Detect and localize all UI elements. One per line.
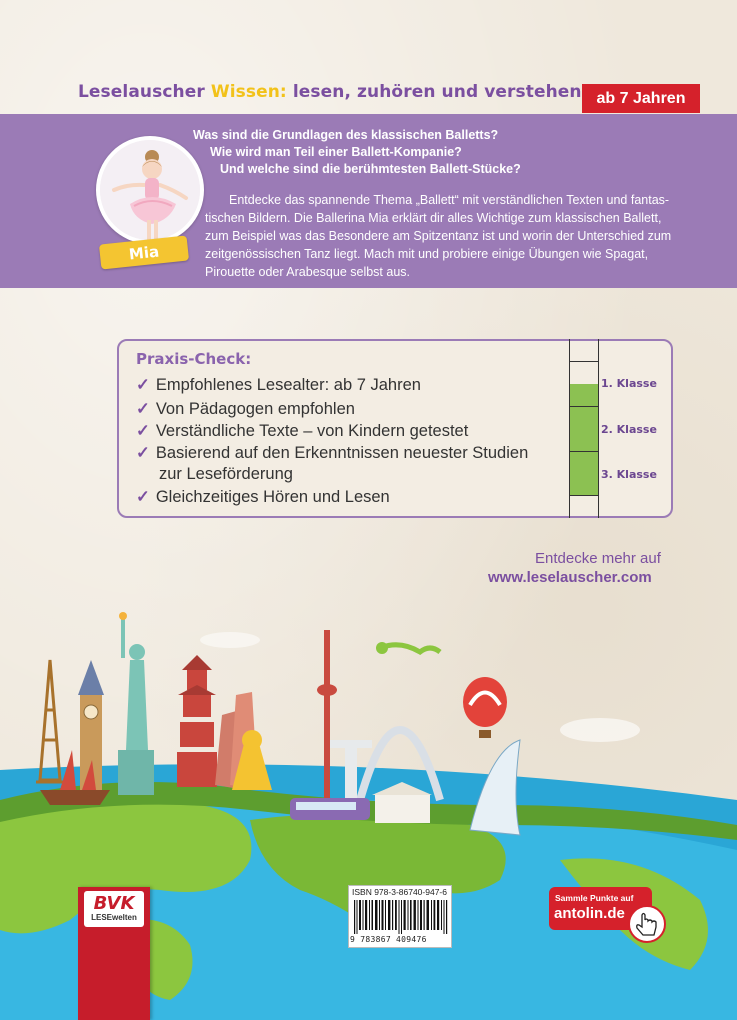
praxis-title: Praxis-Check: [136,350,252,368]
series-title [78,82,582,102]
mia-name-tag: Mia [99,235,189,269]
check-item [136,375,421,395]
level-label-2: 2. Klasse [601,423,657,436]
description-line: tischen Bildern. Die Ballerina Mia erklärt dir alles Wichtige zum klassischen Ballett, [205,211,662,225]
isbn-label: ISBN 978-3-86740-947-6 [352,887,447,897]
check-item [136,399,355,419]
question-2: Wie wird man Teil einer Ballett-Kompanie? [210,145,462,159]
level-fill-2 [570,407,598,451]
level-cell-3 [570,451,598,496]
series-highlight: Wissen: [210,82,287,102]
check-item-text: Empfohlenes Lesealter: ab 7 Jahren [155,376,421,394]
check-item [136,487,390,507]
level-fill-3 [570,452,598,495]
antolin-small-text: Sammle Punkte auf [555,893,634,903]
check-item-text: Verständliche Texte – von Kindern getestet [155,422,469,440]
level-label-1: 1. Klasse [601,377,657,390]
level-cell-1 [570,361,598,406]
checkmark-icon: ✓ [136,422,150,440]
barcode-digits: 9 783867 409476 [350,935,427,944]
level-fill-1 [570,384,598,406]
check-item-text: Basierend auf den Erkenntnissen neuester Studien [155,444,529,462]
description-line: zum Beispiel was das Besondere am Spitzentanz ist und worin der Unterschied zum [205,229,672,243]
discover-more-text: Entdecke mehr auf [535,550,661,567]
check-item [136,443,528,463]
question-1: Was sind die Grundlagen des klassischen Balletts? [193,128,499,142]
description-line: Entdecke das spannende Thema „Ballett“ mit verständlichen Texten und fantas- [229,193,670,207]
check-item [136,421,468,441]
checkmark-icon: ✓ [136,400,150,418]
description-line: Pirouette oder Arabesque selbst aus. [205,265,410,279]
check-item-text: Gleichzeitiges Hören und Lesen [155,488,390,506]
check-item-text: Von Pädagogen empfohlen [155,400,355,418]
mia-portrait [96,136,204,244]
checkmark-icon: ✓ [136,444,150,462]
publisher-sub-text: LESEwelten [91,913,137,922]
description [205,191,675,281]
checkmark-icon: ✓ [136,376,150,394]
website-link[interactable]: www.leselauscher.com [488,569,652,586]
pointing-hand-icon [628,905,666,943]
series-prefix: Leselauscher [78,82,205,102]
series-suffix: lesen, zuhören und verstehen [292,82,582,102]
question-3: Und welche sind die berühmtesten Ballett-Stücke? [220,162,521,176]
check-item-continuation: zur Leseförderung [159,465,293,483]
age-badge: ab 7 Jahren [582,84,700,113]
antolin-link[interactable]: antolin.de [554,905,625,922]
publisher-logo-text: BVK [93,893,135,914]
level-label-3: 3. Klasse [601,468,657,481]
checkmark-icon: ✓ [136,488,150,506]
barcode [350,900,452,934]
description-line: zeitgenössischen Tanz liegt. Mach mit und probiere einige Übungen wie Spagat, [205,247,649,261]
level-cell-2 [570,406,598,451]
